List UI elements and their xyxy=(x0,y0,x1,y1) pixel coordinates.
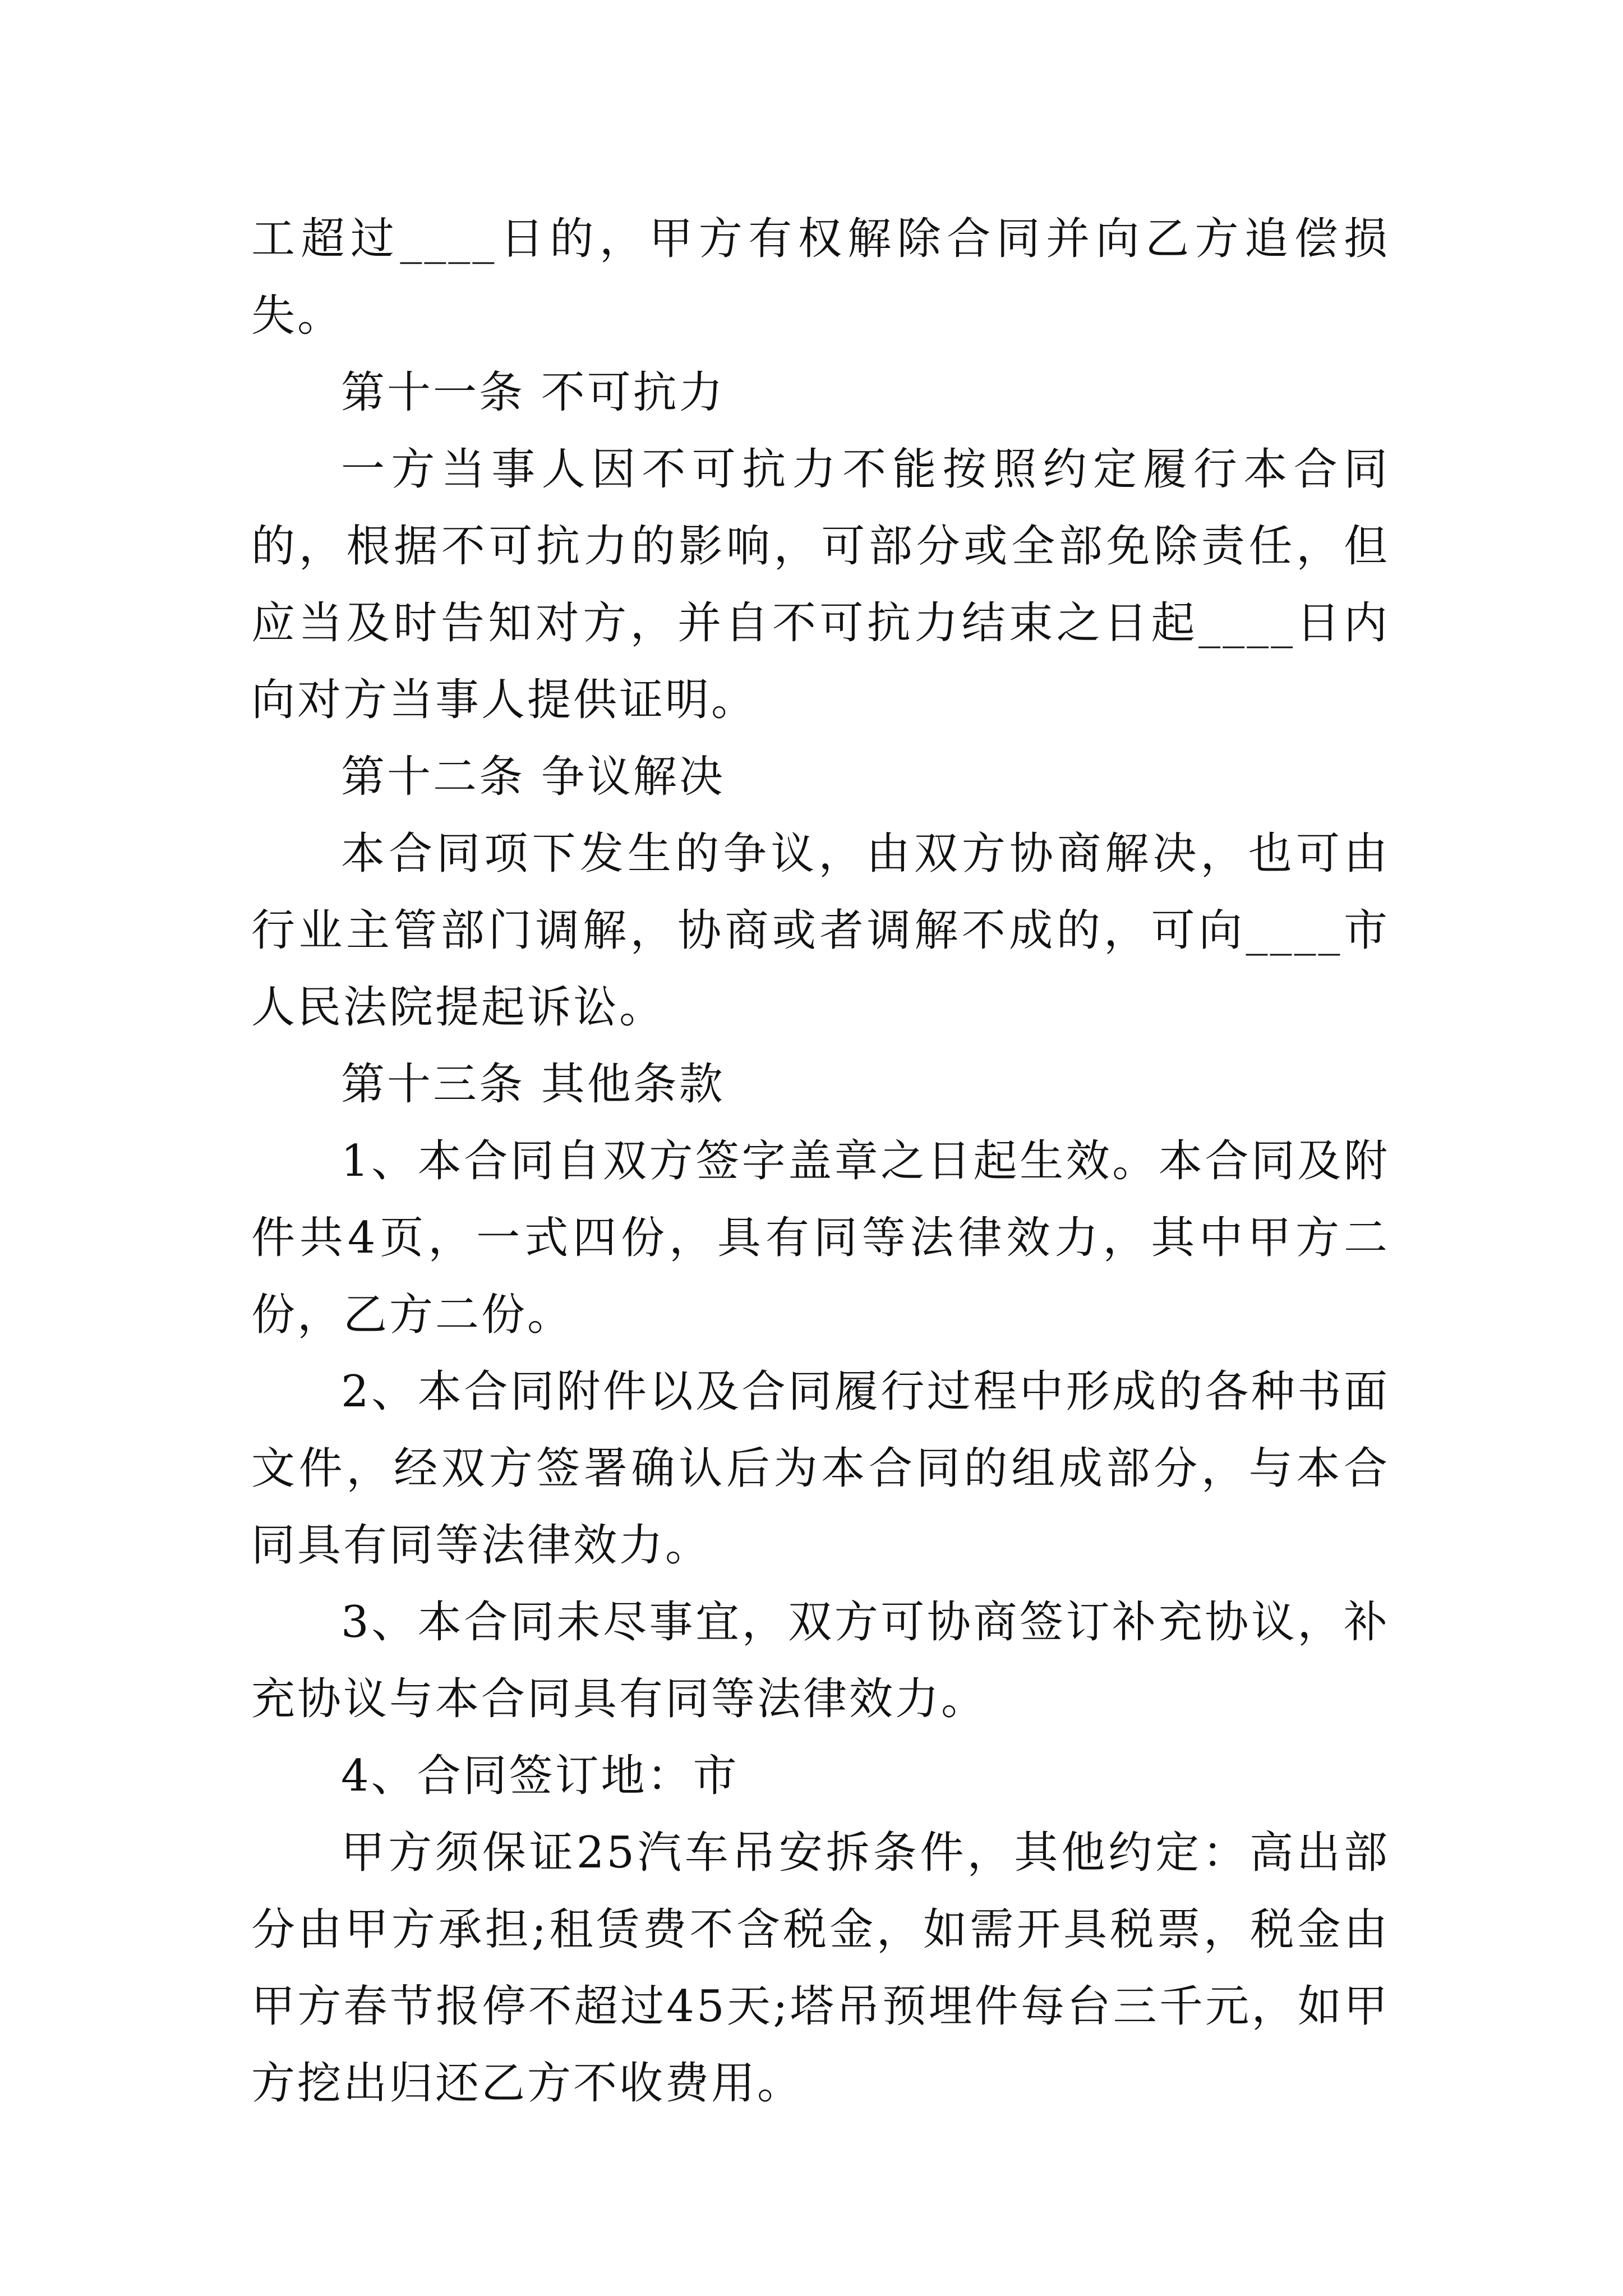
paragraph-other-agreements: 甲方须保证25汽车吊安拆条件，其他约定：高出部分由甲方承担;租赁费不含税金，如需开具税票，税金由甲方春节报停不超过45天;塔吊预埋件每台三千元，如甲方挖出归还乙方不收费用。 xyxy=(251,1828,1390,2109)
document-body xyxy=(251,201,1390,2122)
clause-1: 1、本合同自双方签字盖章之日起生效。本合同及附件共4页，一式四份，具有同等法律效力，其中甲方二份，乙方二份。 xyxy=(251,1136,1390,1340)
heading-article-11: 第十一条 不可抗力 xyxy=(341,367,725,418)
paragraph-dispute-resolution: 本合同项下发生的争议，由双方协商解决，也可由行业主管部门调解，协商或者调解不成的，可向____市人民法院提起诉讼。 xyxy=(251,829,1390,1033)
clause-4: 4、合同签订地：市 xyxy=(341,1751,739,1801)
clause-3: 3、本合同未尽事宜，双方可协商签订补充协议，补充协议与本合同具有同等法律效力。 xyxy=(251,1597,1390,1724)
clause-2: 2、本合同附件以及合同履行过程中形成的各种书面文件，经双方签署确认后为本合同的组成部分，与本合同具有同等法律效力。 xyxy=(251,1366,1390,1571)
paragraph-continuation: 工超过____日的，甲方有权解除合同并向乙方追偿损失。 xyxy=(251,214,1390,341)
heading-article-12: 第十二条 争议解决 xyxy=(341,752,725,802)
heading-article-13: 第十三条 其他条款 xyxy=(341,1059,725,1110)
paragraph-force-majeure: 一方当事人因不可抗力不能按照约定履行本合同的，根据不可抗力的影响，可部分或全部免除责任，但应当及时告知对方，并自不可抗力结束之日起____日内向对方当事人提供证明。 xyxy=(251,444,1390,725)
